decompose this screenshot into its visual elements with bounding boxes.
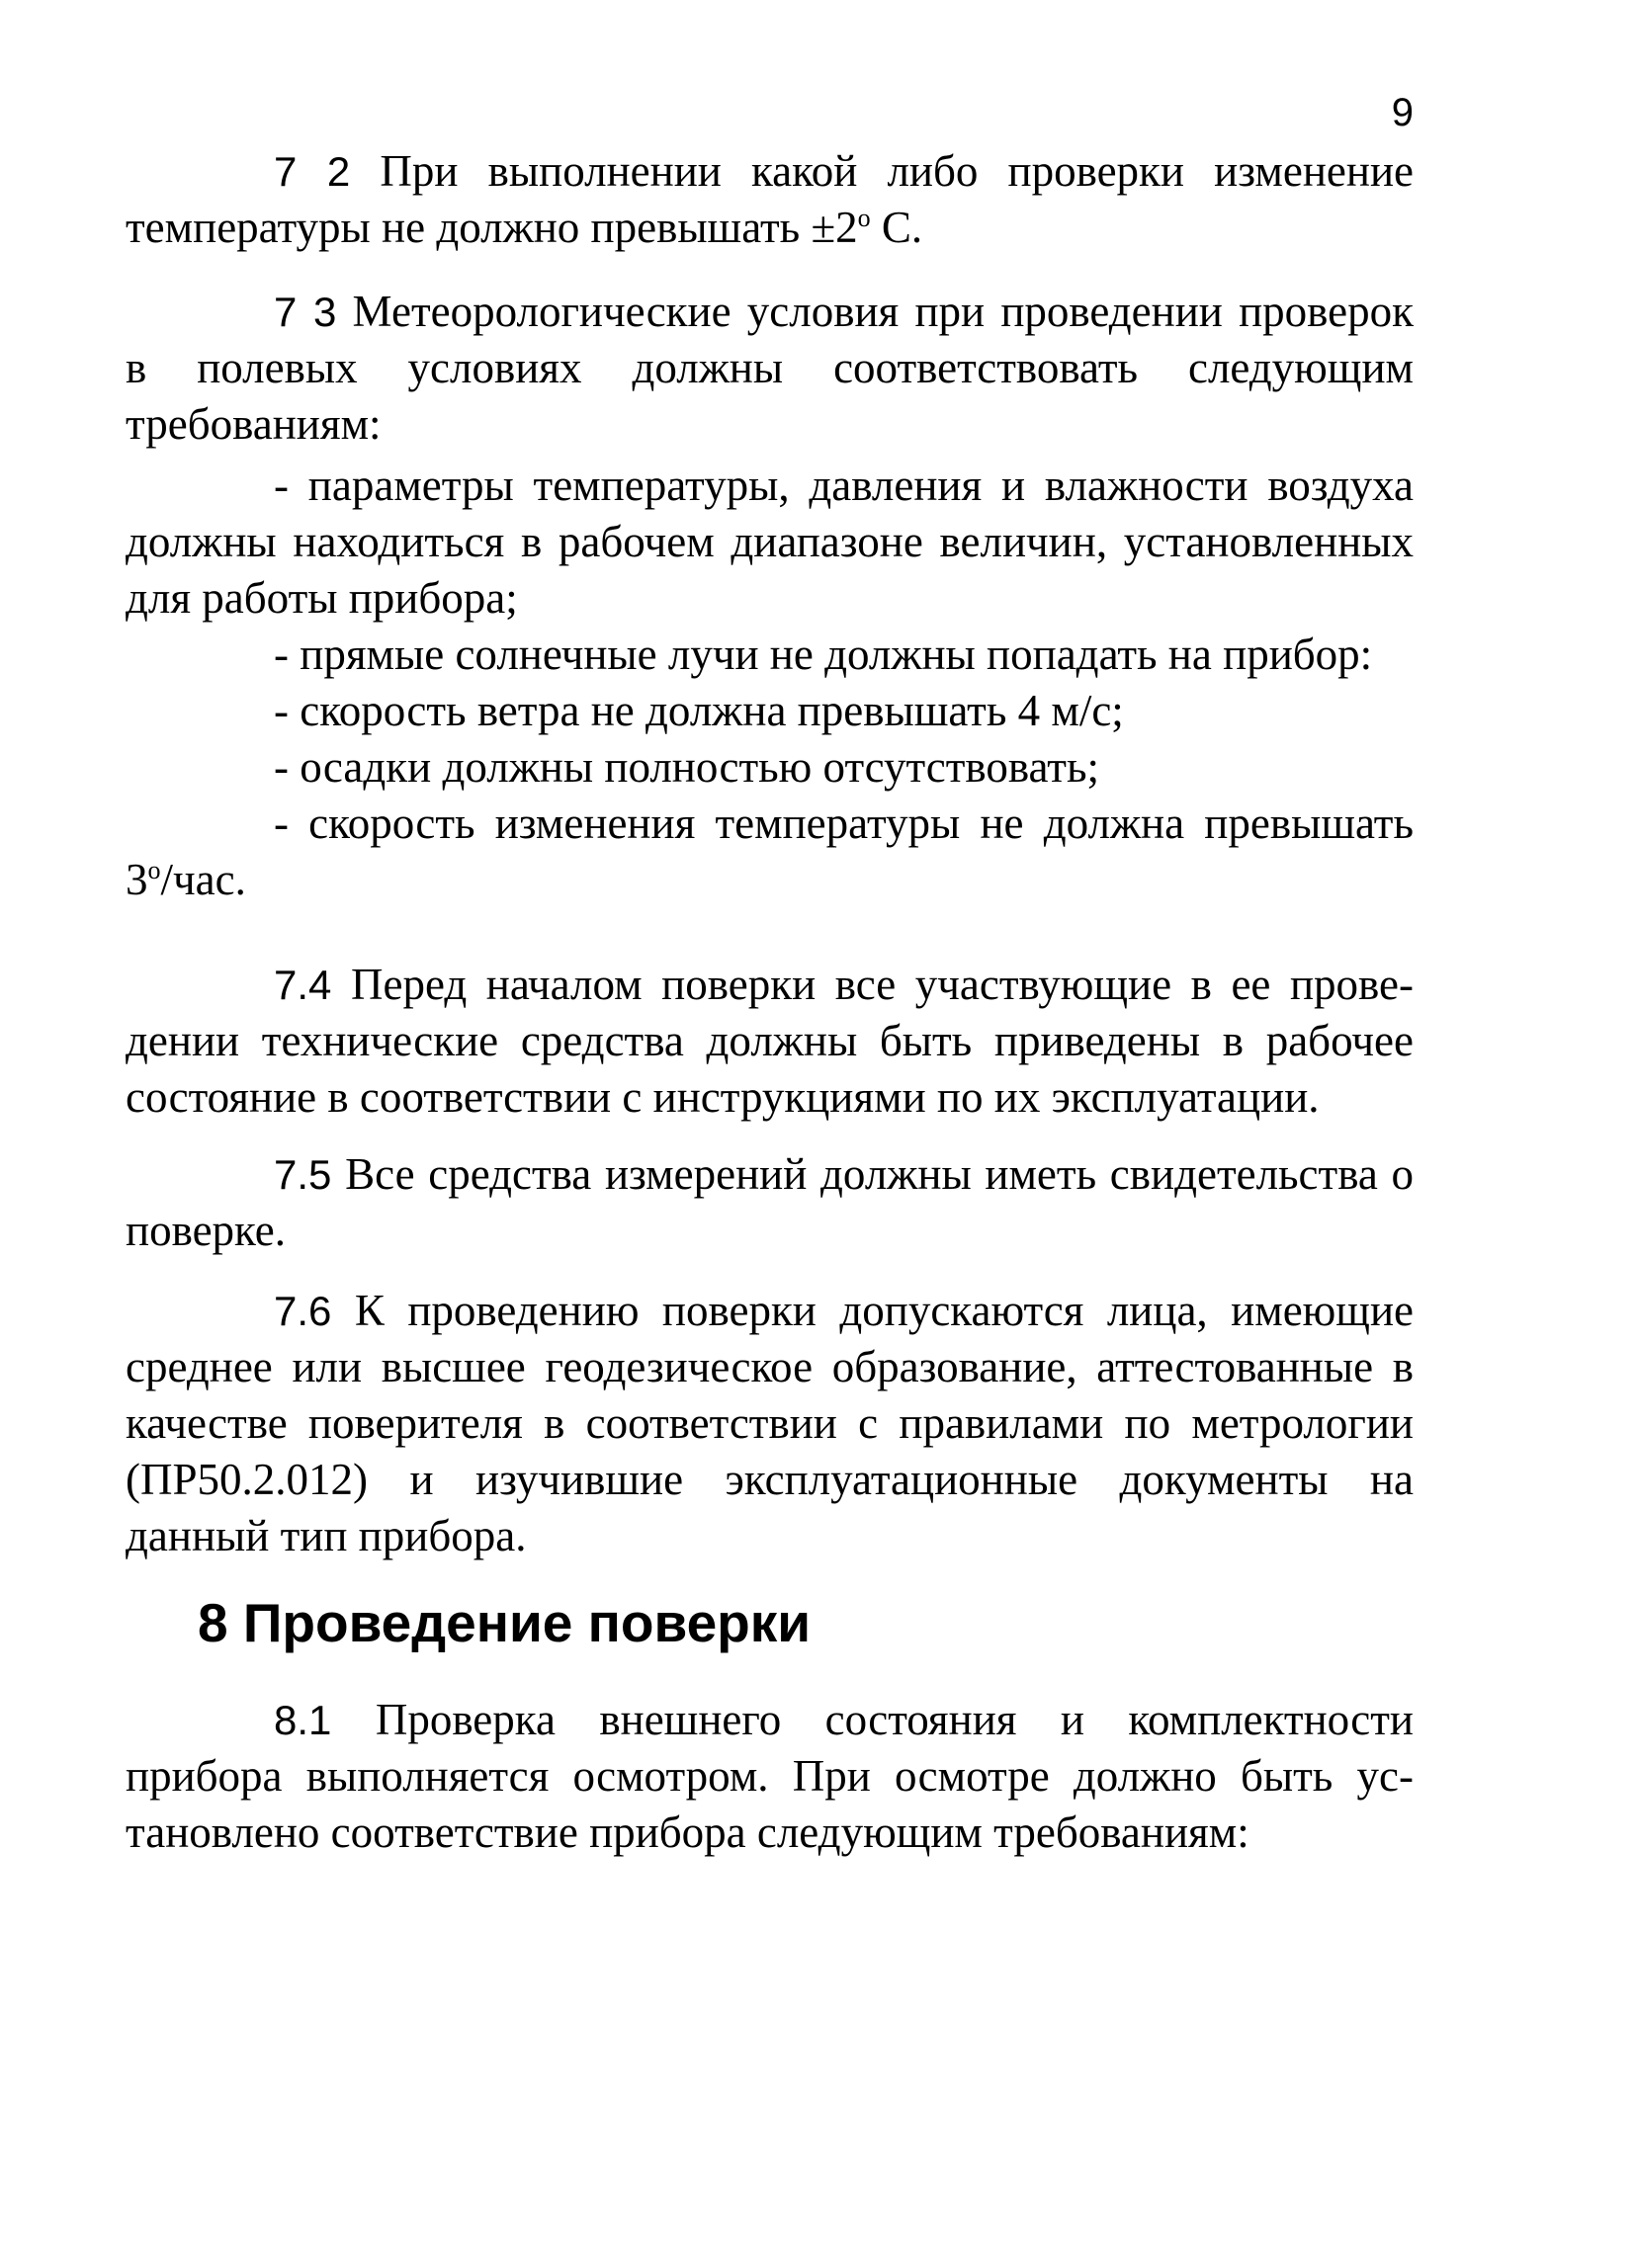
paragraph-text: Все средства измерений должны иметь свидетельства о поверке. (126, 1149, 1415, 1255)
paragraph-text: Перед началом поверки все участвующие в ее проведении технические средства должны быть приведены в рабочее состояние в соответствии с инструкциями по их эксплуатации. (126, 960, 1414, 1122)
clause-number: 7.4 (274, 962, 332, 1008)
paragraph-text: При выполнении какой либо проверки изменение температуры не должно превышать ±2 (126, 146, 1415, 252)
paragraph-7-6 (126, 1283, 1414, 1564)
paragraph-7-2 (126, 143, 1414, 256)
clause-number: 7.6 (274, 1288, 332, 1334)
section-heading: 8 Проведение поверки (198, 1592, 812, 1653)
clause-number: 7 2 (274, 148, 351, 195)
clause-number: 8.1 (274, 1697, 332, 1743)
list-item: - прямые солнечные лучи не должны попадать на прибор: (274, 630, 1373, 679)
list-item: - параметры температуры, давления и влажности воздуха должны находиться в рабочем диапазоне величин, установленных для работы прибора; (126, 461, 1414, 623)
clause-number: 7 3 (274, 289, 337, 335)
paragraph-8-1 (126, 1692, 1414, 1861)
paragraph-text: К проведению поверки допускаются лица, имеющие среднее или высшее геодезическое образование, аттестованные в качестве поверителя в соответствии с правилами по метрологии (ПР50.2.012) и изучившие эксплуатационные документы на данный тип прибора. (126, 1286, 1415, 1560)
list-item (126, 796, 1414, 908)
page-number: 9 (1391, 91, 1414, 134)
paragraph-text-end: С. (870, 203, 923, 252)
paragraph-7-3 (126, 284, 1414, 908)
paragraph-7-5 (126, 1146, 1414, 1259)
list-item-text: - скорость изменения температуры не должна превышать 3 (126, 798, 1414, 904)
degree-sign: o (147, 856, 161, 884)
list-item-text-end: /час. (160, 855, 246, 904)
clause-number: 7.5 (274, 1151, 332, 1198)
list-item: - осадки должны полностью отсутствовать; (274, 742, 1099, 792)
degree-sign: o (857, 204, 871, 232)
paragraph-7-4 (126, 957, 1414, 1126)
paragraph-text: Метеорологические условия при проведении проверок в полевых условиях должны соответствовать следующим требованиям: (126, 287, 1414, 449)
paragraph-text: Проверка внешнего состояния и комплектности прибора выполняется осмотром. При осмотре должно быть установлено соответствие прибора следующим требованиям: (126, 1695, 1414, 1857)
list-item: - скорость ветра не должна превышать 4 м/с; (274, 686, 1124, 735)
